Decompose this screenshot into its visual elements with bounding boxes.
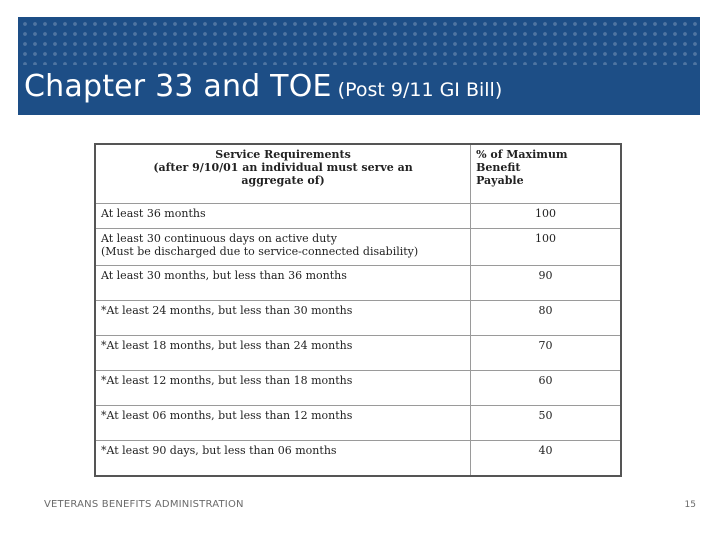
requirement-cell [95, 266, 471, 301]
table-row [95, 229, 621, 266]
header-service-requirements [95, 144, 471, 204]
percent-cell: 70 [471, 336, 621, 371]
table-row [95, 204, 621, 229]
header-col1-line3: aggregate of) [241, 174, 325, 187]
requirement-cell [95, 204, 471, 229]
requirement-text: *At least 18 months, but less than 24 months [101, 339, 353, 352]
header-col2-line1: % of Maximum Benefit [476, 148, 568, 174]
percent-cell: 60 [471, 371, 621, 406]
requirement-text: *At least 24 months, but less than 30 months [101, 304, 353, 317]
percent-cell: 80 [471, 301, 621, 336]
requirement-cell [95, 336, 471, 371]
table-row [95, 441, 621, 477]
header-col2-line2: Payable [476, 174, 524, 187]
title-text: Chapter 33 and TOE [24, 69, 332, 104]
percent-cell: 40 [471, 441, 621, 477]
requirement-text: *At least 06 months, but less than 12 months [101, 409, 353, 422]
header-percent-benefit [471, 144, 621, 204]
requirement-note: (Must be discharged due to service-connected disability) [101, 245, 419, 258]
header-col1-line2: (after 9/10/01 an individual must serve an [153, 161, 413, 174]
percent-cell: 50 [471, 406, 621, 441]
title-banner [18, 17, 700, 115]
table-row [95, 301, 621, 336]
table-header-row [95, 144, 621, 204]
requirement-cell [95, 371, 471, 406]
percent-cell: 90 [471, 266, 621, 301]
requirement-text: At least 36 months [101, 207, 206, 220]
requirement-text: At least 30 months, but less than 36 months [101, 269, 347, 282]
title-subtitle: (Post 9/11 GI Bill) [337, 79, 503, 101]
requirement-cell [95, 301, 471, 336]
requirement-text: *At least 90 days, but less than 06 months [101, 444, 337, 457]
header-col1-line1: Service Requirements [215, 148, 351, 161]
stars-pattern [18, 17, 700, 65]
requirement-cell [95, 229, 471, 266]
percent-cell: 100 [471, 204, 621, 229]
slide-title [24, 69, 502, 104]
requirement-cell [95, 406, 471, 441]
table-row [95, 336, 621, 371]
percent-cell: 100 [471, 229, 621, 266]
requirement-cell [95, 441, 471, 477]
requirement-text: *At least 12 months, but less than 18 months [101, 374, 353, 387]
table-row [95, 371, 621, 406]
page-number: 15 [684, 500, 696, 510]
benefit-table [94, 143, 622, 477]
table-row [95, 406, 621, 441]
footer-organization: VETERANS BENEFITS ADMINISTRATION [44, 499, 244, 510]
table-row [95, 266, 621, 301]
requirement-text: At least 30 continuous days on active duty [101, 232, 337, 245]
